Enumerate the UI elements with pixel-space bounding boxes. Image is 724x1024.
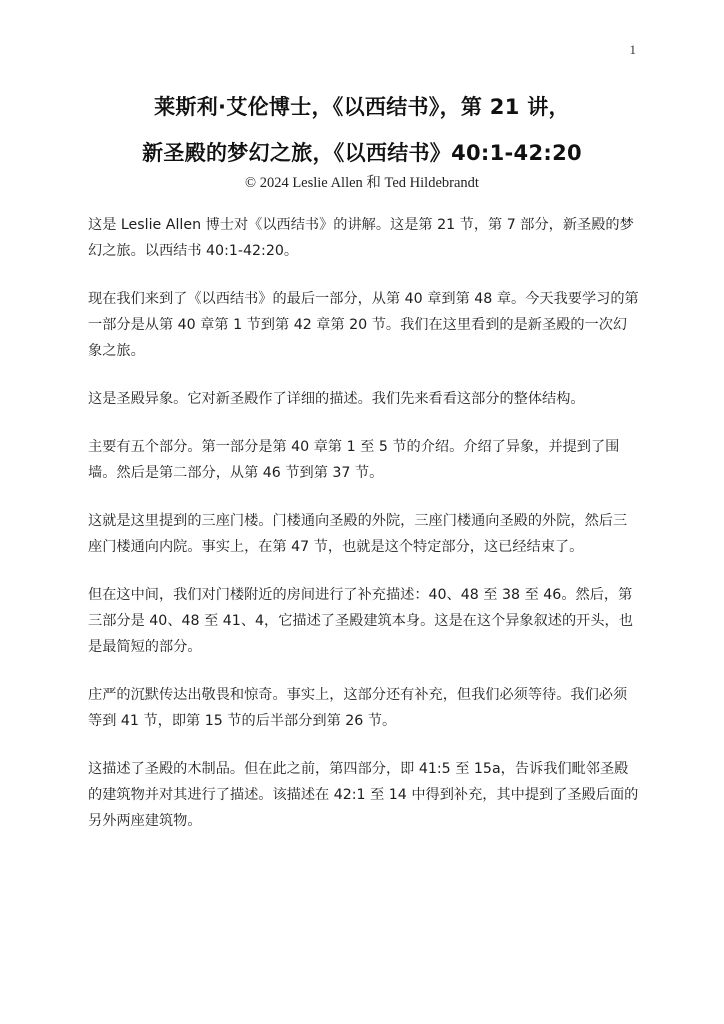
paragraph-7: 庄严的沉默传达出敬畏和惊奇。事实上，这部分还有补充，但我们必须等待。我们必须等到 41 节，即第 15 节的后半部分到第 26 节。 [88, 687, 628, 729]
paragraph-6: 但在这中间，我们对门楼附近的房间进行了补充描述：40、48 至 38 至 46。然后，第三部分是 40、48 至 41、4，它描述了圣殿建筑本身。这是在这个异象叙述的开头，也是最简短的部分。 [88, 587, 633, 655]
paragraph-5: 这就是这里提到的三座门楼。门楼通向圣殿的外院，三座门楼通向圣殿的外院，然后三座门楼通向内院。事实上，在第 47 节，也就是这个特定部分，这已经结束了。 [88, 513, 628, 555]
paragraph-1: 这是 Leslie Allen 博士对《以西结书》的讲解。这是第 21 节，第 7 部分，新圣殿的梦幻之旅。以西结书 40:1-42:20。 [88, 217, 634, 259]
paragraph-8: 这描述了圣殿的木制品。但在此之前，第四部分，即 41:5 至 15a，告诉我们毗邻圣殿的建筑物并对其进行了描述。该描述在 42:1 至 14 中得到补充，其中提到了圣殿后面的另外两座建筑物。 [88, 761, 639, 829]
paragraph-3: 这是圣殿异象。它对新圣殿作了详细的描述。我们先来看看这部分的整体结构。 [88, 391, 585, 407]
title-line-2: 新圣殿的梦幻之旅，《以西结书》40:1-42:20 [142, 141, 582, 165]
page-number: 1 [629, 42, 636, 57]
copyright-notice: © 2024 Leslie Allen 和 Ted Hildebrandt [245, 175, 479, 191]
title-line-1: 莱斯利·艾伦博士，《以西结书》，第 21 讲， [154, 95, 570, 119]
paragraph-4: 主要有五个部分。第一部分是第 40 章第 1 至 5 节的介绍。介绍了异象，并提到了围墙。然后是第二部分，从第 46 节到第 37 节。 [88, 439, 620, 481]
paragraph-2: 现在我们来到了《以西结书》的最后一部分，从第 40 章到第 48 章。今天我要学习的第一部分是从第 40 章第 1 节到第 42 章第 20 节。我们在这里看到的是新圣殿的一次幻象之旅。 [88, 291, 639, 359]
document-body [88, 212, 640, 856]
document-header [0, 90, 724, 194]
